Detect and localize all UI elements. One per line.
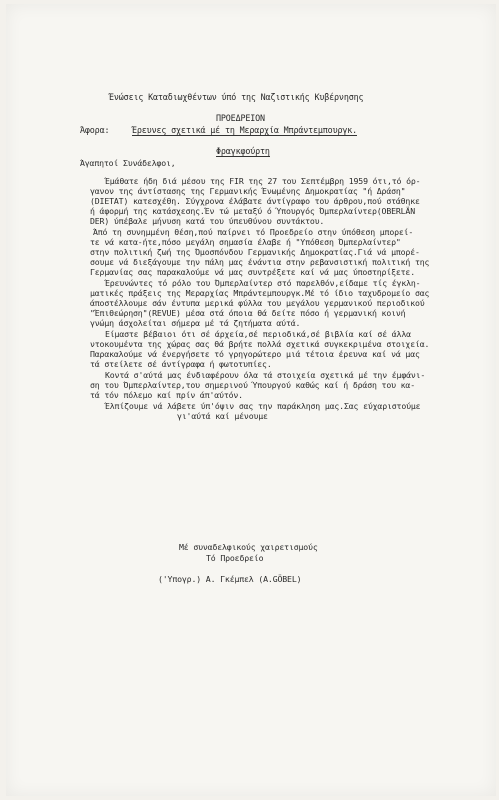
- body-line: Άπό τη συνημμένη θέση,πού παίρνει τό Προεδρείο στην ύπόθεση μπορεί-: [93, 227, 414, 237]
- body-line: άποστέλλουμε σάν έντυπα μερικά φύλλα του μεγάλου γερμανικού περιοδικού: [90, 298, 425, 308]
- body-line: τά στείλετε σέ άντίγραφα ή φωτοτυπίες.: [90, 359, 272, 369]
- organization-heading: Ένώσεις Καταδιωχθέντων ύπό της Ναζιστικής Κυβέρνησης: [109, 92, 364, 102]
- presidium-heading: ΠΡΟΕΔΡΕΙΟΝ: [216, 113, 265, 123]
- subject-label: Άφορα:: [80, 125, 110, 135]
- subject-line: Έρευνες σχετικά μέ τη Μεραρχία Μπράντεμπουργκ.: [132, 125, 358, 135]
- body-line: Έλπίζουμε νά λάβετε ύπ'όψιν σας την παράκληση μας.Σας εύχαριστούμε: [105, 401, 421, 411]
- body-line: γανον της άντίστασης της Γερμανικής Ένωμένης Δημοκρατίας "ή Δράση": [90, 186, 406, 196]
- body-line: Γερμανίας σας παρακαλούμε νά μας συντρέξετε καί νά μας ύποστηρίξετε.: [90, 267, 415, 277]
- signature-line: ('Υπογρ.) Α. Γκέμπελ (A.GÖBEL): [158, 574, 302, 584]
- body-line: ή άφορμή της κατάσχεσης.Έν τώ μεταξύ ό Ύπουργός Όμπερλαίντερ(OBERLÄN: [90, 206, 415, 216]
- body-line: (DIETAT) κατεσχέθη. Σύγχρονα έλάβατε άντίγραφο του άρθρου,πού στάθηκε: [90, 196, 420, 206]
- body-line: στην πολιτική ζωή της Όμοσπόνδου Γερμανικής Δημοκρατίας.Γιά νά μπορέ-: [90, 247, 420, 257]
- body-line: ντοκουμέντα της χώρας σας θά βρήτε πολλά σχετικά συγκεκριμένα στοιχεία.: [90, 339, 430, 349]
- closing-presidium: Τό Προεδρείο: [206, 553, 264, 563]
- body-line: ση του Όμπερλαίντερ,του σημερινού Ύπουργού καθώς καί ή δράση του κα-: [90, 380, 415, 390]
- body-line: Παρακαλούμε νά ένεργήσετε τό γρηγορώτερο μιά τέτοια έρευνα καί νά μας: [90, 349, 420, 359]
- closing-greeting: Μέ συναδελφικούς χαιρετισμούς: [179, 542, 318, 552]
- body-line: τε νά κατα-ήτε,πόσο μεγάλη σημασία έλαβε ή "Υπόθεση Όμπερλαίντερ": [90, 237, 401, 247]
- city-line: Φραγκφούρτη: [216, 146, 270, 156]
- body-line: τά τόν πόλεμο καί πρίν άπ'αύτόν.: [90, 390, 243, 400]
- letter-page: [6, 4, 496, 796]
- body-line: Έμάθατε ήδη διά μέσου της FIR της 27 του Σεπτέμβρη 1959 ότι,τό όρ-: [105, 176, 421, 186]
- body-line: γνώμη άσχολείται σήμερα μέ τά ζητήματα αύτά.: [90, 318, 301, 328]
- body-line: γι'αύτά καί μένουμε: [177, 411, 268, 421]
- body-line: σουμε νά διεξάγουμε την πάλη μας ένάντια στην ρεβανσιστική πολιτική της: [90, 257, 430, 267]
- body-line: ματικές πράξεις της Μεραρχίας Μπράντεμπουργκ.Μέ τό ίδιο ταχυδρομείο σας: [90, 288, 430, 298]
- body-line: Είμαστε βέβαιοι ότι σέ άρχεία,σέ περιοδικά,σέ βιβλία καί σέ άλλα: [105, 329, 411, 339]
- body-line: DER) ύπέβαλε μήνυση κατά του ύπευθύνου συντάκτου.: [90, 216, 325, 226]
- body-line: "Έπιθεώρηση"(REVUE) μέσα στά όποια θά δείτε πόσο ή γερμανική κοινή: [90, 308, 406, 318]
- salutation: Άγαπητοί Συνάδελφοι,: [80, 158, 176, 168]
- body-line: Κοντά σ'αύτά μας ένδιαφέρουν όλα τά στοιχεία σχετικά μέ την έμφάνι-: [105, 370, 426, 380]
- body-line: Έρευνώντες τό ρόλο του Όμπερλαίντερ στό παρελθόν,είδαμε τίς έγκλη-: [105, 278, 421, 288]
